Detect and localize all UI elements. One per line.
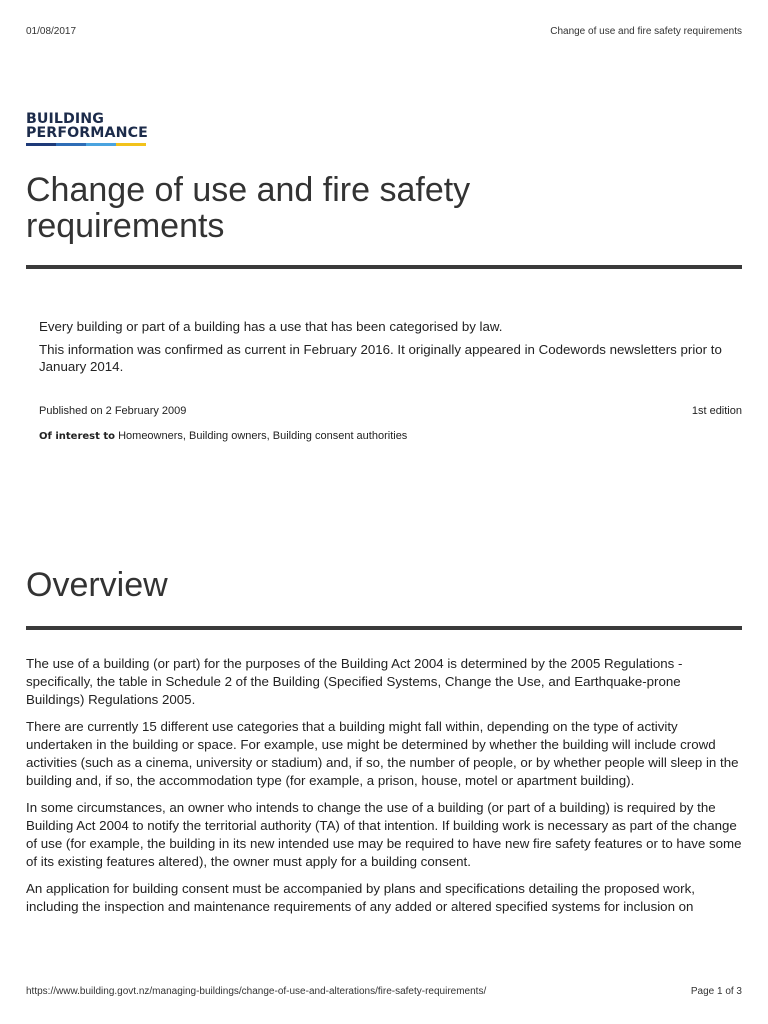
published-date: Published on 2 February 2009 xyxy=(39,405,187,417)
publication-info xyxy=(39,405,742,417)
intro-section xyxy=(39,318,729,381)
overview-paragraph: The use of a building (or part) for the purposes of the Building Act 2004 is determined by the 2005 Regulations - specifically, the table in Schedule 2 of the Building (Specified Systems, Change the Use, and Earthquake-prone Buildings) Regulations 2005. xyxy=(26,656,683,707)
overview-paragraph: An application for building consent must be accompanied by plans and specifications detailing the proposed work, including the inspection and maintenance requirements of any added or altered specified systems for inclusion on xyxy=(26,881,695,914)
print-doc-title: Change of use and fire safety requirements xyxy=(550,26,742,37)
interest-value: Homeowners, Building owners, Building consent authorities xyxy=(118,430,408,442)
page-url[interactable]: https://www.building.govt.nz/managing-buildings/change-of-use-and-alterations/fire-safety-requirements/ xyxy=(26,986,487,997)
overview-divider xyxy=(26,626,742,630)
print-header xyxy=(26,26,742,37)
print-date: 01/08/2017 xyxy=(26,26,77,37)
building-performance-logo[interactable] xyxy=(26,112,156,146)
intro-confirmation: This information was confirmed as current in February 2016. It originally appeared in Codewords newsletters prior to January 2014. xyxy=(39,342,722,374)
intro-summary: Every building or part of a building has a use that has been categorised by law. xyxy=(39,319,503,334)
title-divider xyxy=(26,265,742,269)
logo-color-bar xyxy=(26,143,146,146)
logo-bar-segment xyxy=(116,143,146,146)
interest-label: Of interest to xyxy=(39,431,116,442)
page-title: Change of use and fire safety requirements xyxy=(26,171,471,245)
overview-paragraph: In some circumstances, an owner who intends to change the use of a building (or part of a building) is required by the Building Act 2004 to notify the territorial authority (TA) of that intention. If building work is necessary as part of the change of use (for example, the building in its new intended use may be required to have new fire safety features or to have some of its existing features altered), the owner must apply for a building consent. xyxy=(26,800,742,869)
logo-bar-segment xyxy=(26,143,56,146)
overview-heading: Overview xyxy=(26,566,168,604)
logo-bar-segment xyxy=(86,143,116,146)
print-footer xyxy=(26,986,742,997)
logo-bar-segment xyxy=(56,143,86,146)
logo-line-2: PERFORMANCE xyxy=(26,125,148,141)
overview-paragraph: There are currently 15 different use categories that a building might fall within, depending on the type of activity undertaken in the building or space. For example, use might be determined by whether the building will include crowd activities (such as a cinema, university or stadium) and, if so, the number of people, or by whether people will sleep in the building and, if so, the accommodation type (for example, a prison, house, motel or apartment building). xyxy=(26,719,739,788)
edition-label: 1st edition xyxy=(691,405,742,417)
audience-info xyxy=(39,430,407,442)
overview-body xyxy=(26,655,742,947)
logo-line-1: BUILDING xyxy=(26,111,105,127)
page-number: Page 1 of 3 xyxy=(690,986,742,997)
